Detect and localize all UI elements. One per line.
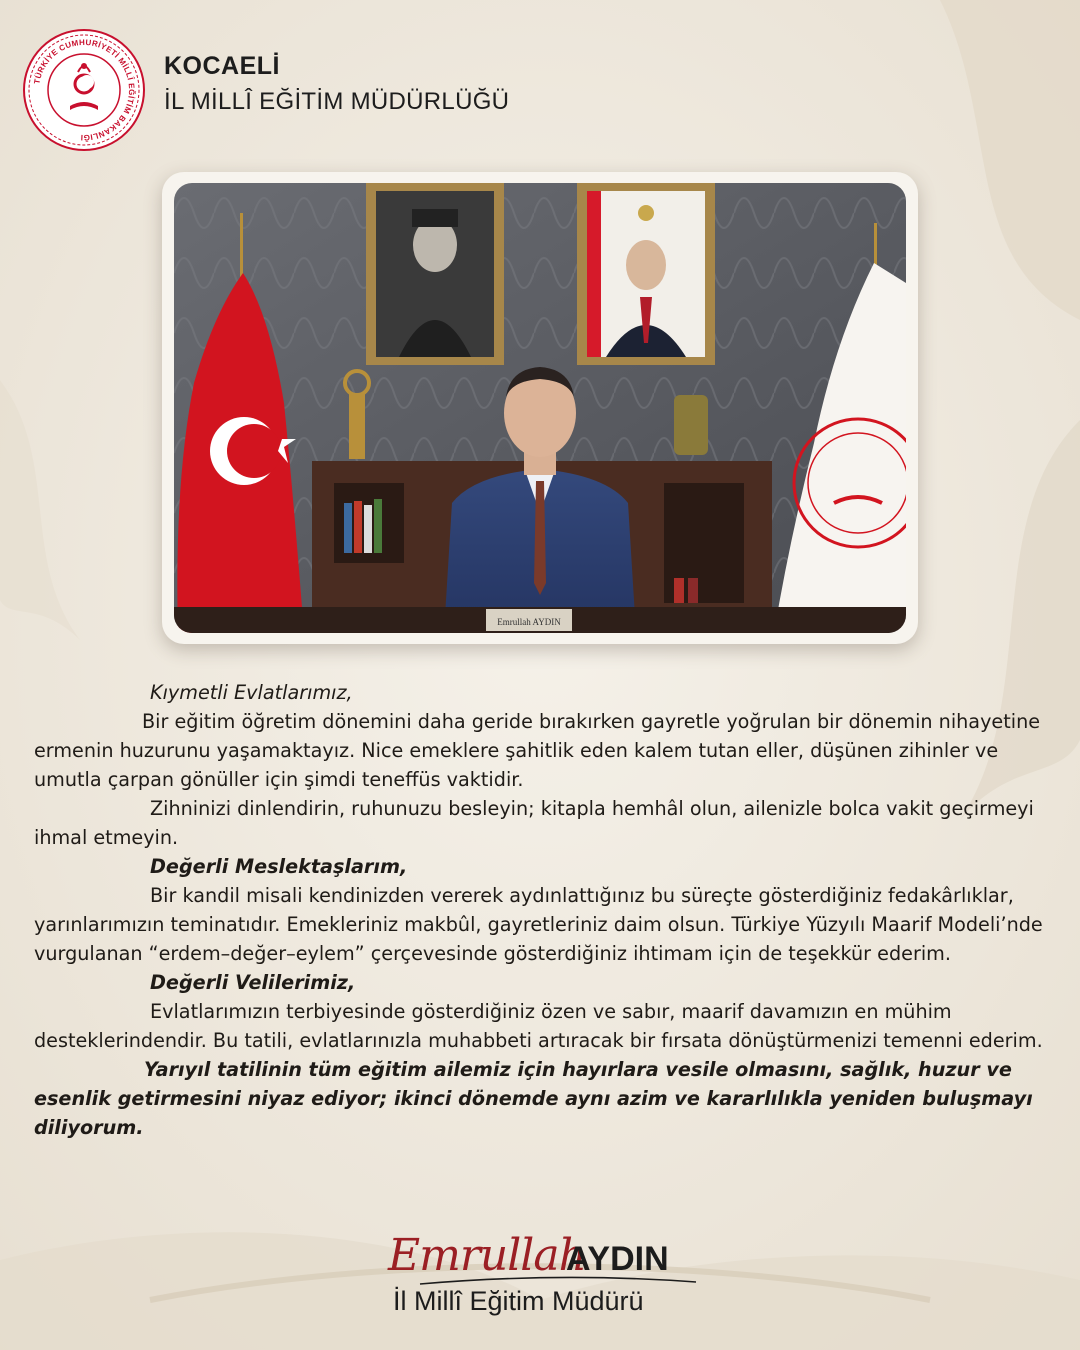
signature-first-name: Emrullah [388,1230,586,1281]
paragraph-3: Bir kandil misali kendinizden vererek aydınlattığınız bu süreçte gösterdiğiniz fedakârlıklar, yarınlarımızın teminatıdır. Emekleriniz makbûl, gayretleriniz daim olsun. Türkiye Yüzyılı Maarif Modeli’nde vurgulanan “erdem–değer–eylem” çerçevesinde gösterdiğiniz ihtimam için de teşekkür ederim. [34,884,1043,965]
letter-body [34,678,1046,1142]
paragraph-1: Bir eğitim öğretim dönemini daha geride bırakırken gayretle yoğrulan bir dönemin nihayetine ermenin huzurunu yaşamaktayız. Nice emeklere şahitlik eden kalem tutan eller, düşünen zihinler ve umutla çarpan gönüller için şimdi teneffüs vaktidir. [34,710,1041,791]
nameplate: Emrullah AYDIN [497,617,561,627]
ministry-seal-logo [22,28,146,152]
closing-paragraph: Yarıyıl tatilinin tüm eğitim ailemiz için hayırlara vesile olmasını, sağlık, huzur ve esenlik getirmesini niyaz ediyor; ikinci dönemde aynı azim ve kararlılıkla yeniden buluşmayı diliyorum. [34,1058,1033,1139]
signature-block [380,1226,720,1336]
greeting-colleagues: Değerli Meslektaşlarım, [150,855,408,878]
portrait-left [366,183,504,365]
svg-text:TÜRKİYE CUMHURİYETİ MİLLÎ EĞİT: TÜRKİYE CUMHURİYETİ MİLLÎ EĞİTİM BAKANLIĞI [32,37,137,143]
directorate-title: İL MİLLÎ EĞİTİM MÜDÜRLÜĞÜ [164,88,510,115]
paragraph-2: Zihninizi dinlendirin, ruhunuzu besleyin; kitapla hemhâl olun, ailenizle bolca vakit geçirmeyi ihmal etmeyin. [34,797,1034,849]
director-photo [174,183,906,633]
province-title: KOCAELİ [164,52,280,80]
greeting-students: Kıymetli Evlatlarımız, [150,681,353,704]
signature-last-name: AYDIN [566,1240,669,1278]
paragraph-4: Evlatlarımızın terbiyesinde gösterdiğiniz özen ve sabır, maarif davamızın en mühim desteklerindendir. Bu tatili, evlatlarınızla muhabbeti artıracak bir fırsata dönüştürmenizi temenni ederim. [34,1000,1043,1052]
signature-role: İl Millî Eğitim Müdürü [393,1286,644,1316]
greeting-parents: Değerli Velilerimiz, [150,971,356,994]
portrait-right [577,183,715,365]
